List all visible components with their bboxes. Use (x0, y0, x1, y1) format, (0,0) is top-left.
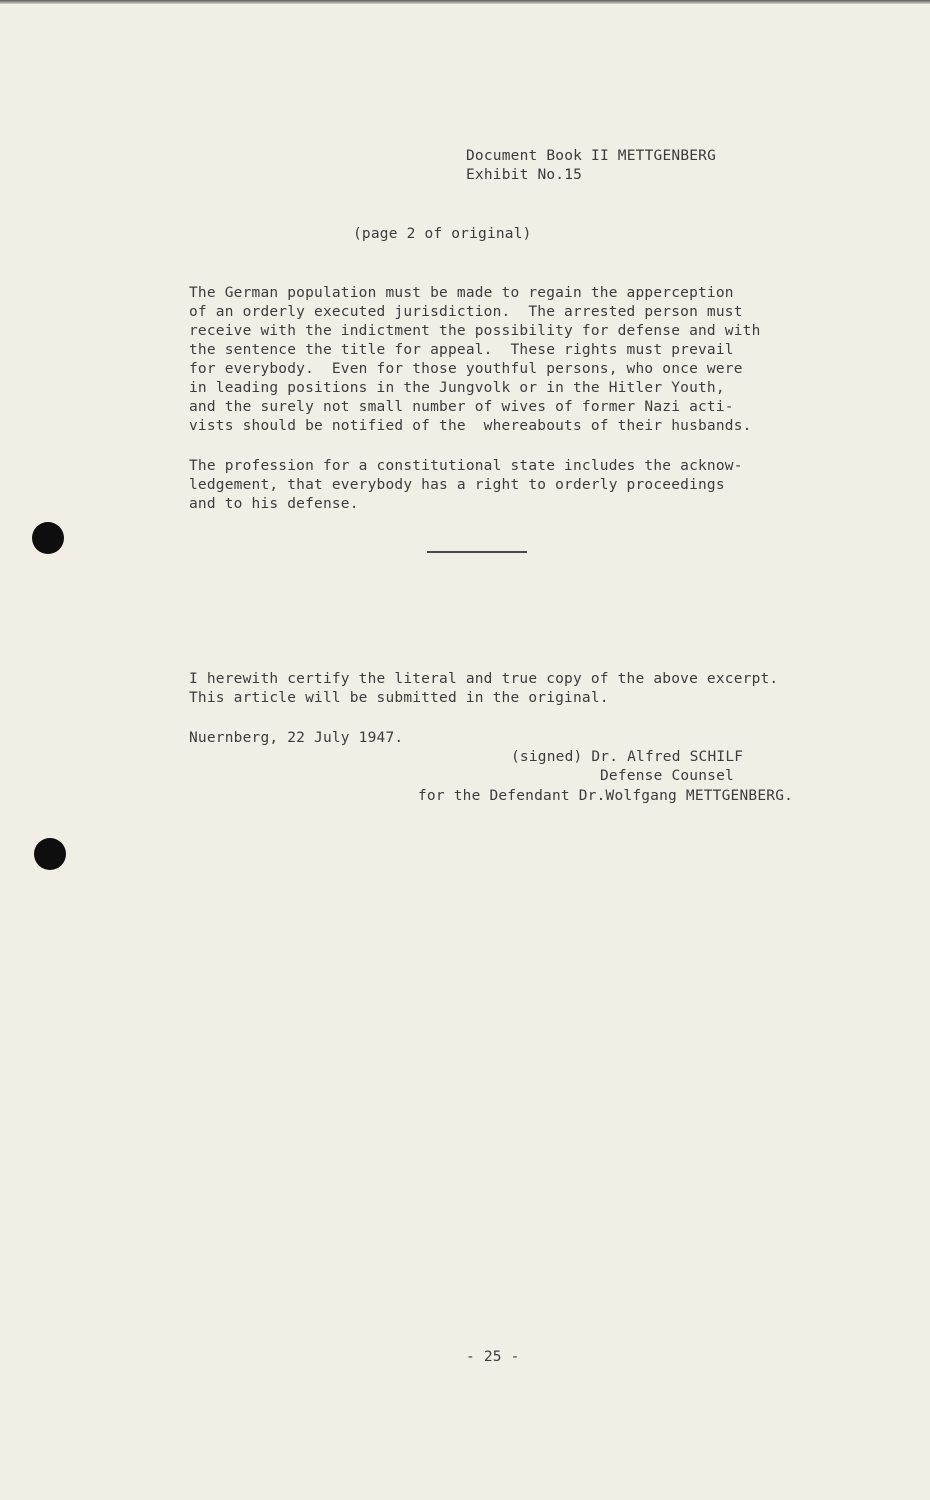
signature-name: (signed) Dr. Alfred SCHILF (511, 749, 744, 765)
page-top-edge (0, 0, 930, 4)
paragraph-1-line: of an orderly executed jurisdiction. The arrested person must (189, 304, 743, 320)
place-date: Nuernberg, 22 July 1947. (189, 730, 404, 746)
punch-hole (34, 838, 66, 870)
signature-title: Defense Counsel (600, 768, 734, 784)
paragraph-2-line: and to his defense. (189, 496, 359, 512)
paragraph-1-line: vists should be notified of the whereabouts of their husbands. (189, 418, 752, 434)
paragraph-1-line: in leading positions in the Jungvolk or in the Hitler Youth, (189, 380, 725, 396)
document-book-label: Document Book II METTGENBERG (466, 148, 717, 164)
exhibit-number: Exhibit No.15 (466, 167, 583, 183)
page-number: - 25 - (466, 1349, 520, 1365)
certification-line: I herewith certify the literal and true copy of the above excerpt. (189, 671, 779, 687)
paragraph-1-line: and the surely not small number of wives of former Nazi acti- (189, 399, 734, 415)
signature-defendant: for the Defendant Dr.Wolfgang METTGENBERG. (418, 788, 794, 804)
paragraph-2-line: The profession for a constitutional state includes the acknow- (189, 458, 743, 474)
page-reference: (page 2 of original) (353, 226, 532, 242)
paragraph-1-line: The German population must be made to regain the apperception (189, 285, 734, 301)
paragraph-1-line: for everybody. Even for those youthful persons, who once were (189, 361, 743, 377)
paragraph-1-line: receive with the indictment the possibility for defense and with (189, 323, 761, 339)
certification-line: This article will be submitted in the original. (189, 690, 609, 706)
paragraph-1-line: the sentence the title for appeal. These rights must prevail (189, 342, 734, 358)
punch-hole (32, 522, 64, 554)
section-divider (427, 551, 527, 553)
paragraph-2-line: ledgement, that everybody has a right to orderly proceedings (189, 477, 725, 493)
